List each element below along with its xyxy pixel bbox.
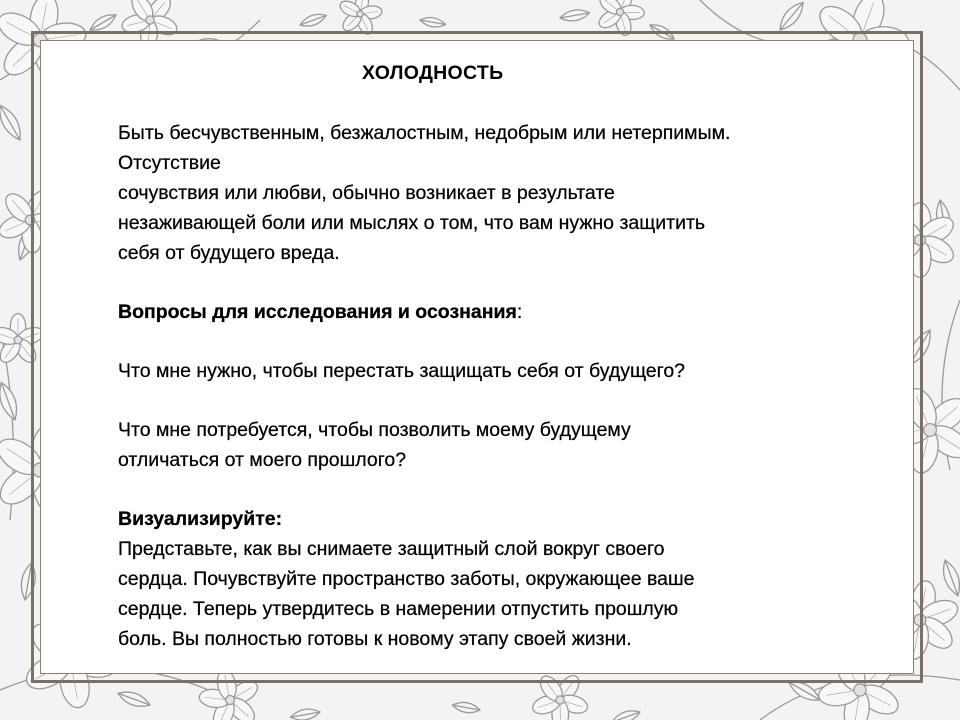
definition-paragraph bbox=[118, 118, 898, 268]
leaf-motif bbox=[559, 8, 590, 24]
visualize-line: боль. Вы полностью готовы к новому этапу своей жизни. bbox=[118, 628, 632, 650]
question-line: Что мне потребуется, чтобы позволить моему будущему bbox=[118, 419, 631, 441]
page-title: ХОЛОДНОСТЬ bbox=[362, 62, 504, 84]
definition-line: себя от будущего вреда. bbox=[118, 242, 340, 264]
leaf-motif bbox=[610, 707, 642, 720]
leaf-motif bbox=[298, 11, 328, 30]
visualize-line: Представьте, как вы снимаете защитный слой вокруг своего bbox=[118, 538, 665, 560]
questions-heading-text: Вопросы для исследования и осознания bbox=[118, 301, 517, 323]
visualize-line: сердце. Теперь утвердитесь в намерении отпустить прошлую bbox=[118, 598, 679, 620]
leaf-motif bbox=[0, 380, 22, 422]
question-2 bbox=[118, 415, 898, 475]
leaf-motif bbox=[0, 102, 26, 144]
leaf-motif bbox=[775, 0, 808, 34]
definition-line: сочувствия или любви, обычно возникает в результате bbox=[118, 182, 615, 204]
visualize-heading: Визуализируйте: bbox=[118, 508, 283, 530]
visualize-line: сердца. Почувствуйте пространство заботы, окружающее ваше bbox=[118, 568, 695, 590]
definition-line: Отсутствие bbox=[118, 152, 221, 174]
question-line: отличаться от моего прошлого? bbox=[118, 449, 407, 471]
question-1 bbox=[118, 356, 898, 386]
question-line: Что мне нужно, чтобы перестать защищать себя от будущего? bbox=[118, 360, 686, 382]
definition-line: незаживающей боли или мыслях о том, что вам нужно защитить bbox=[118, 212, 706, 234]
visualize-section bbox=[118, 504, 898, 654]
leaf-motif bbox=[452, 700, 481, 715]
slide-body bbox=[118, 62, 898, 654]
questions-heading-colon: : bbox=[516, 301, 523, 323]
leaf-motif bbox=[939, 558, 960, 598]
leaf-motif bbox=[419, 16, 446, 29]
definition-line: Быть бесчувственным, безжалостным, недобрым или нетерпимым. bbox=[118, 122, 731, 144]
questions-heading bbox=[118, 297, 898, 327]
leaf-motif bbox=[290, 707, 321, 720]
leaf-motif bbox=[116, 688, 152, 711]
